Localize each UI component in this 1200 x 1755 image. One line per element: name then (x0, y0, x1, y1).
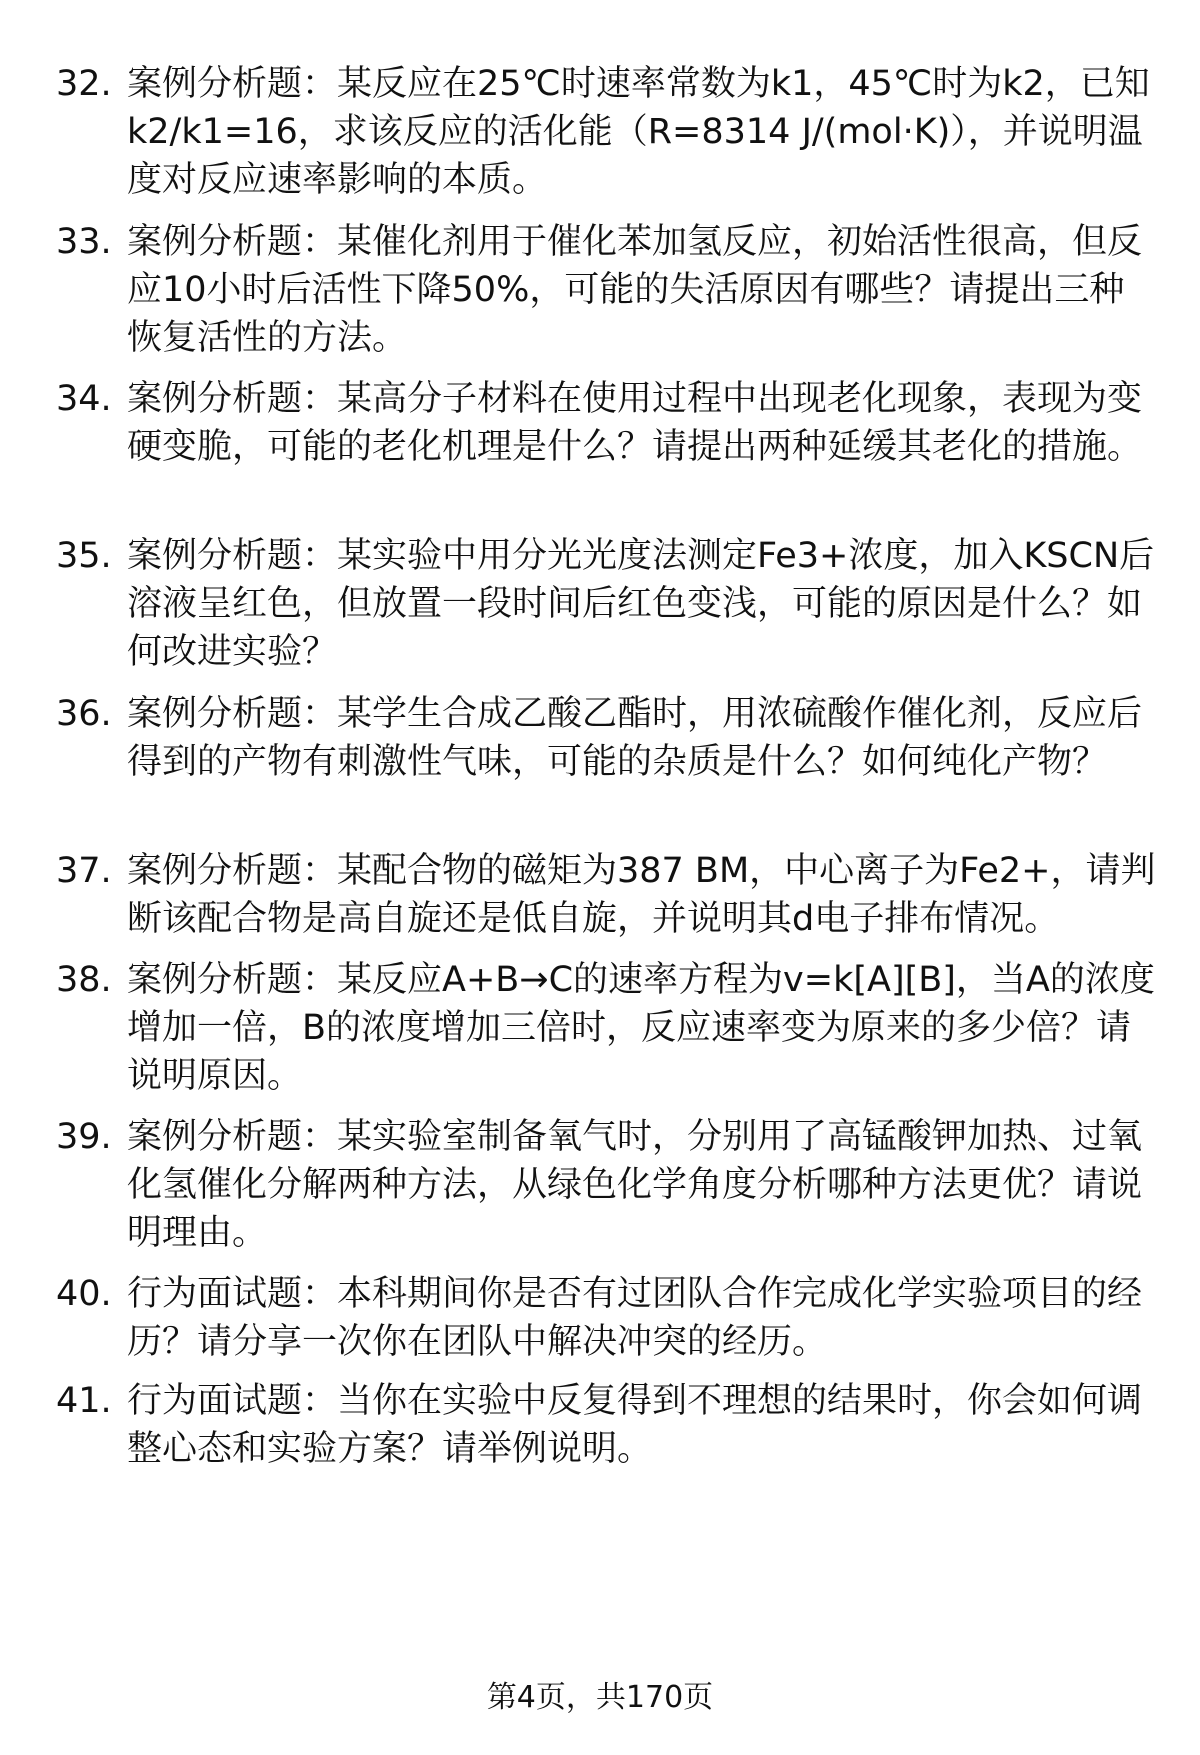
question-39 (56, 1113, 1156, 1257)
page-number-label: 第4页，共170页 (486, 1680, 714, 1715)
question-text: 案例分析题：某实验室制备氧气时，分别用了高锰酸钾加热、过氧化氢催化分解两种方法，从绿色化学角度分析哪种方法更优？请说明理由。 (127, 1117, 1143, 1253)
question-number: 41. (56, 1381, 112, 1421)
question-text: 行为面试题：本科期间你是否有过团队合作完成化学实验项目的经历？请分享一次你在团队中解决冲突的经历。 (127, 1274, 1143, 1362)
question-text: 案例分析题：某学生合成乙酸乙酯时，用浓硫酸作催化剂，反应后得到的产物有刺激性气味，可能的杂质是什么？如何纯化产物？ (127, 694, 1143, 782)
question-number: 38. (56, 960, 112, 1000)
question-40 (56, 1270, 1156, 1366)
question-32 (56, 60, 1156, 204)
question-37 (56, 847, 1156, 943)
question-text: 案例分析题：某反应在25℃时速率常数为k1，45℃时为k2，已知k2/k1=16，求该反应的活化能（R=8314 J/(mol·K)），并说明温度对反应速率影响的本质。 (127, 64, 1150, 200)
question-41 (56, 1377, 1156, 1473)
question-number: 36. (56, 694, 112, 734)
question-text: 案例分析题：某配合物的磁矩为387 BM，中心离子为Fe2+，请判断该配合物是高自旋还是低自旋，并说明其d电子排布情况。 (127, 851, 1156, 939)
question-number: 34. (56, 379, 112, 419)
question-number: 37. (56, 851, 112, 891)
question-number: 39. (56, 1117, 112, 1157)
question-number: 33. (56, 222, 112, 262)
question-text: 案例分析题：某实验中用分光光度法测定Fe3+浓度，加入KSCN后溶液呈红色，但放置一段时间后红色变浅，可能的原因是什么？如何改进实验？ (127, 536, 1155, 672)
question-33 (56, 218, 1156, 362)
question-number: 40. (56, 1274, 112, 1314)
question-number: 32. (56, 64, 112, 104)
question-text: 案例分析题：某催化剂用于催化苯加氢反应，初始活性很高，但反应10小时后活性下降50%，可能的失活原因有哪些？请提出三种恢复活性的方法。 (127, 222, 1143, 358)
question-text: 案例分析题：某高分子材料在使用过程中出现老化现象，表现为变硬变脆，可能的老化机理是什么？请提出两种延缓其老化的措施。 (127, 379, 1143, 467)
question-36 (56, 690, 1156, 786)
question-text: 行为面试题：当你在实验中反复得到不理想的结果时，你会如何调整心态和实验方案？请举例说明。 (127, 1381, 1143, 1469)
question-38 (56, 956, 1156, 1100)
page-footer (0, 1678, 1200, 1718)
question-text: 案例分析题：某反应A+B→C的速率方程为v=k[A][B]，当A的浓度增加一倍，B的浓度增加三倍时，反应速率变为原来的多少倍？请说明原因。 (127, 960, 1155, 1096)
question-34 (56, 375, 1156, 471)
question-35 (56, 532, 1156, 676)
question-number: 35. (56, 536, 112, 576)
